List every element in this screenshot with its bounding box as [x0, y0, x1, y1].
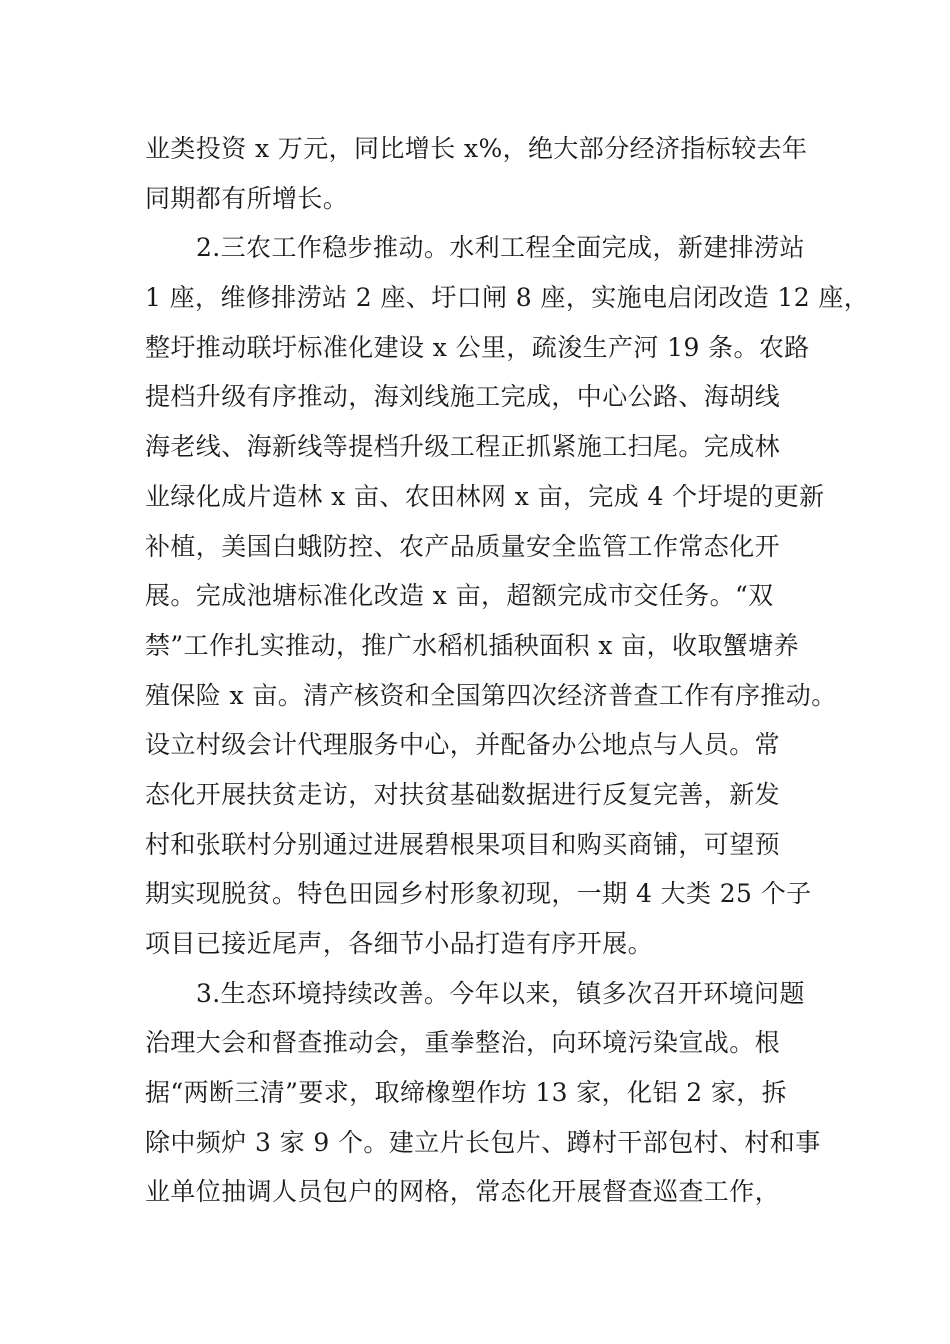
text-line: 展。完成池塘标准化改造 x 亩，超额完成市交任务。“双 [145, 581, 774, 611]
body-text [145, 124, 870, 1217]
text-line: 殖保险 x 亩。清产核资和全国第四次经济普查工作有序推动。 [145, 680, 837, 710]
text-line: 提档升级有序推动，海刘线施工完成，中心公路、海胡线 [145, 382, 781, 412]
text-line: 据“两断三清”要求，取缔橡塑作坊 13 家，化铝 2 家，拆 [145, 1078, 788, 1108]
paragraph-start-line: 2.三农工作稳步推动。水利工程全面完成，新建排涝站 [196, 233, 805, 263]
text-line: 项目已接近尾声，各细节小品打造有序开展。 [145, 929, 654, 958]
text-line: 设立村级会计代理服务中心，并配备办公地点与人员。常 [145, 730, 781, 760]
text-line: 村和张联村分别通过进展碧根果项目和购买商铺，可望预 [145, 829, 781, 859]
text-line: 期实现脱贫。特色田园乡村形象初现，一期 4 大类 25 个子 [145, 879, 812, 909]
text-line: 禁”工作扎实推动，推广水稻机插秧面积 x 亩，收取蟹塘养 [145, 630, 799, 660]
text-line: 态化开展扶贫走访，对扶贫基础数据进行反复完善，新发 [145, 779, 781, 809]
text-line: 海老线、海新线等提档升级工程正抓紧施工扫尾。完成林 [145, 432, 781, 462]
text-line: 业类投资 x 万元，同比增长 x%，绝大部分经济指标较去年 [145, 134, 808, 163]
text-line: 业绿化成片造林 x 亩、农田林网 x 亩，完成 4 个圩堤的更新 [145, 481, 825, 511]
text-line: 整圩推动联圩标准化建设 x 公里，疏浚生产河 19 条。农路 [145, 332, 810, 362]
text-line: 除中频炉 3 家 9 个。建立片长包片、蹲村干部包村、村和事 [145, 1127, 821, 1157]
paragraph-start-line: 3.生态环境持续改善。今年以来，镇多次召开环境问题 [196, 978, 805, 1008]
text-line: 同期都有所增长。 [145, 183, 349, 213]
text-line: 治理大会和督查推动会，重拳整治，向环境污染宣战。根 [145, 1028, 781, 1058]
text-line: 1 座，维修排涝站 2 座、圩口闸 8 座，实施电启闭改造 12 座， [145, 283, 870, 313]
text-line: 业单位抽调人员包户的网格，常态化开展督查巡查工作， [145, 1177, 781, 1207]
text-line: 补植，美国白蛾防控、农产品质量安全监管工作常态化开 [145, 531, 781, 561]
